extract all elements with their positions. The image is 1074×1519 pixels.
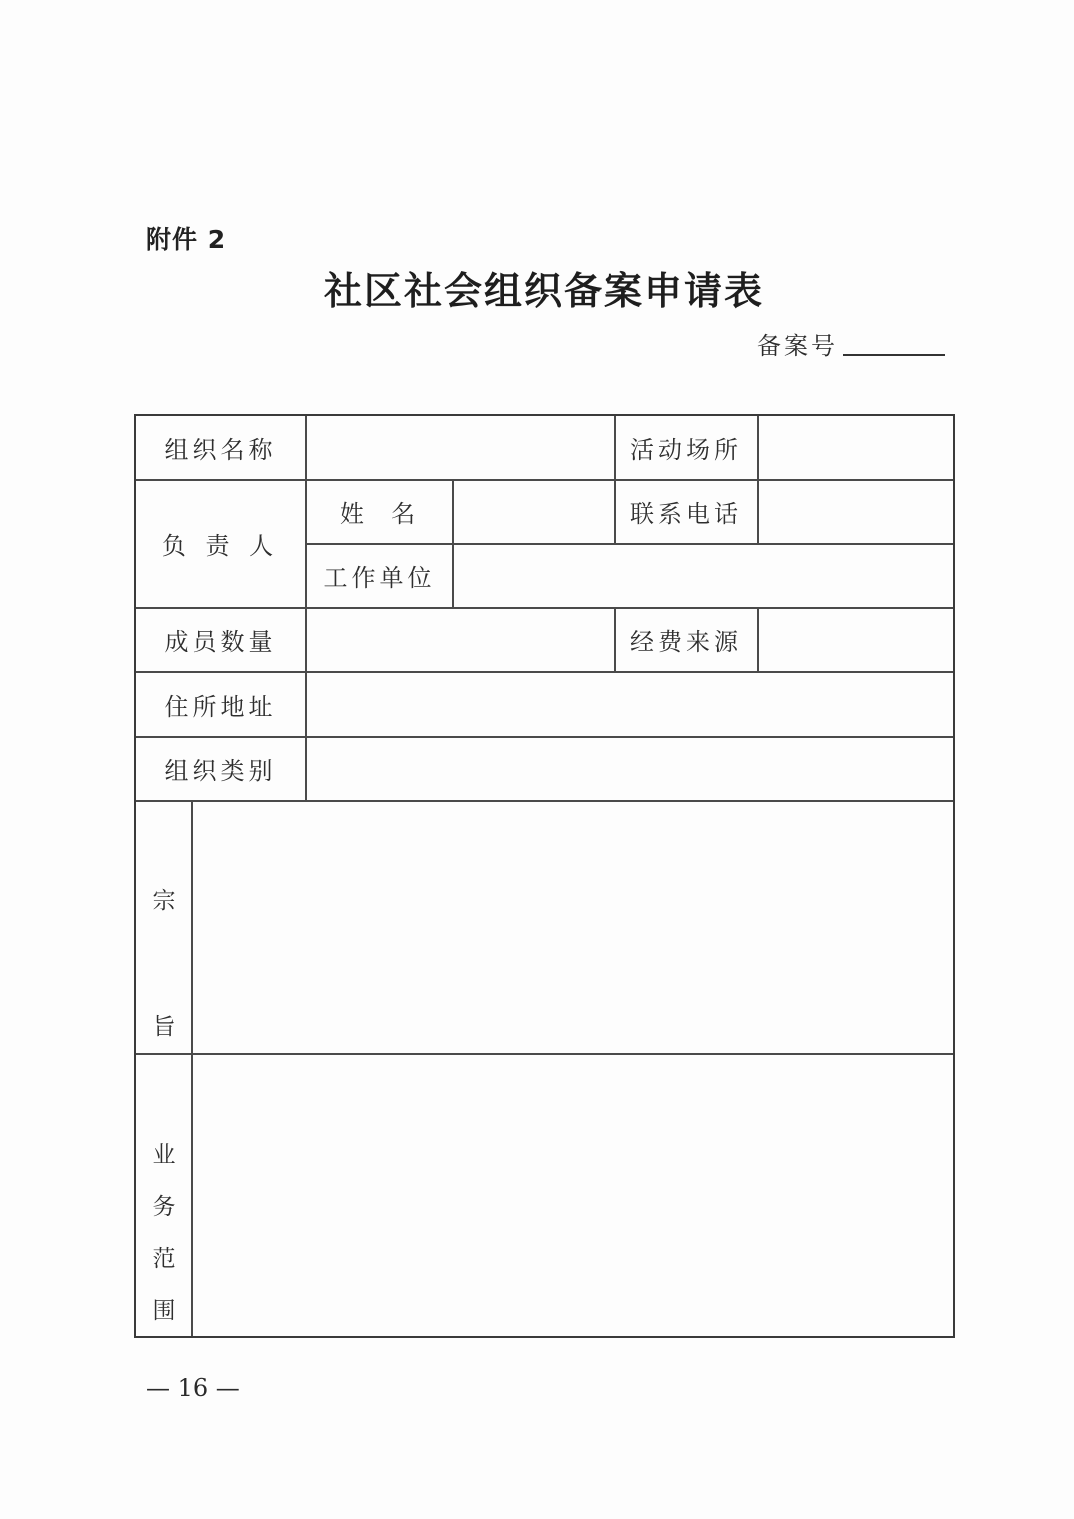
record-number-label: 备案号 [757, 332, 838, 360]
leader-label: 负 责 人 [161, 532, 280, 560]
page-title: 社区社会组织备案申请表 [323, 268, 764, 313]
business-scope-label-char: 围 [152, 1298, 176, 1324]
purpose-field[interactable] [193, 801, 953, 1053]
category-label: 组织类别 [164, 757, 277, 785]
funding-source-field[interactable] [759, 608, 953, 671]
funding-source-label: 经费来源 [630, 628, 742, 656]
business-scope-label-char: 业 [152, 1142, 176, 1168]
purpose-label-char: 宗 [152, 888, 176, 914]
attachment-label: 附件 2 [146, 225, 227, 254]
application-form-table [134, 414, 955, 1338]
work-unit-field[interactable] [454, 544, 953, 607]
address-label: 住所地址 [164, 692, 277, 721]
category-field[interactable] [307, 737, 953, 800]
leader-name-field[interactable] [454, 480, 614, 543]
phone-label: 联系电话 [630, 500, 742, 528]
leader-name-label: 姓 名 [339, 500, 420, 528]
record-number-field[interactable] [843, 354, 945, 356]
business-scope-label-char: 范 [152, 1246, 176, 1272]
business-scope-field[interactable] [193, 1055, 953, 1336]
page-number: — 16 — [146, 1374, 240, 1402]
venue-label: 活动场所 [630, 436, 742, 464]
member-count-field[interactable] [307, 608, 614, 671]
address-field[interactable] [307, 672, 953, 736]
purpose-label-char: 旨 [152, 1014, 176, 1040]
work-unit-label: 工作单位 [323, 564, 436, 592]
org-name-label: 组织名称 [164, 436, 277, 464]
org-name-field[interactable] [307, 416, 614, 479]
phone-field[interactable] [759, 480, 953, 543]
venue-field[interactable] [759, 416, 953, 479]
member-count-label: 成员数量 [164, 628, 277, 656]
business-scope-label-char: 务 [152, 1194, 176, 1220]
